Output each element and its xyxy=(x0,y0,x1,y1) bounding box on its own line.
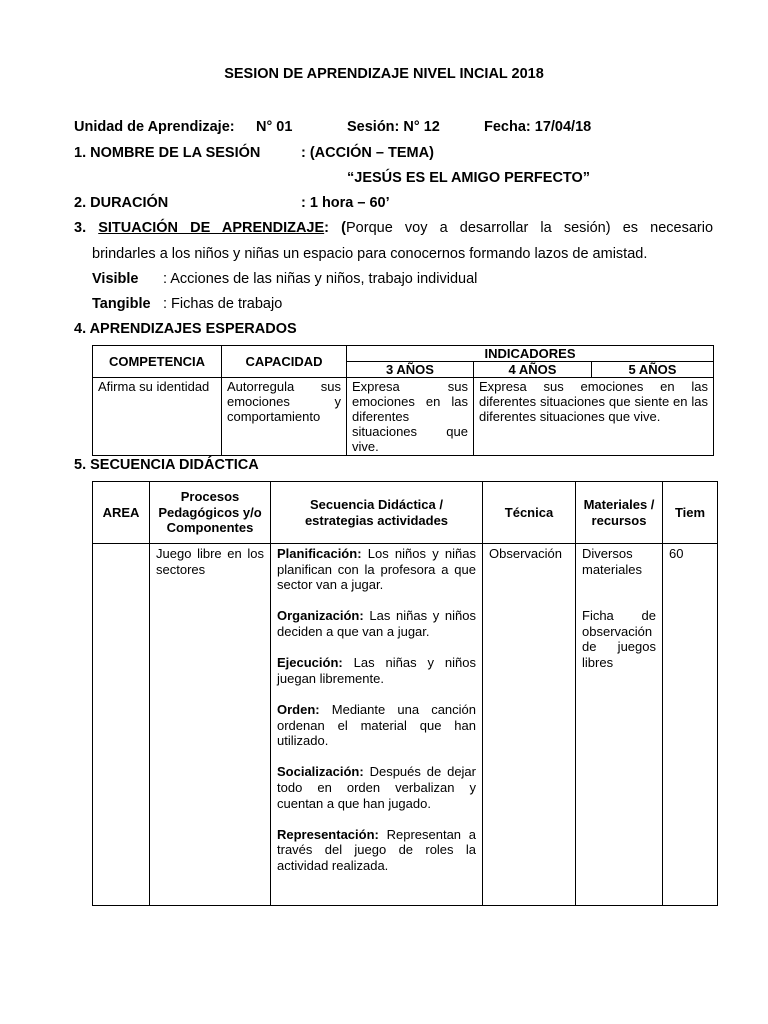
header-3-anos: 3 AÑOS xyxy=(347,362,474,378)
fecha: Fecha: 17/04/18 xyxy=(484,119,592,135)
table-row xyxy=(93,544,718,906)
unidad-value: N° 01 xyxy=(256,119,293,135)
section-2-label: 2. DURACIÓN xyxy=(74,195,169,211)
visible-label: Visible xyxy=(92,271,139,287)
section-5-label: 5. SECUENCIA DIDÁCTICA xyxy=(74,457,259,473)
cell-3-anos: Expresa sus emociones en las diferentes situaciones que vive. xyxy=(347,378,474,456)
cell-secuencia xyxy=(271,544,483,906)
unidad-label: Unidad de Aprendizaje: xyxy=(74,119,235,135)
section-3-number: 3. xyxy=(74,220,87,236)
tangible-label: Tangible xyxy=(92,296,151,312)
step-text: Las niñas y niños deciden a que van a jugar. xyxy=(277,608,476,639)
cell-tiempo: 60 xyxy=(663,544,718,906)
section-1-label: 1. NOMBRE DE LA SESIÓN xyxy=(74,145,261,161)
header-procesos: Procesos Pedagógicos y/o Componentes xyxy=(150,482,271,544)
step-label: Socialización: xyxy=(277,764,364,780)
header-capacidad: CAPACIDAD xyxy=(222,346,347,378)
step-label: Planificación: xyxy=(277,546,362,561)
section-3-label: SITUACIÓN DE APRENDIZAJE xyxy=(98,220,325,236)
table-header-row xyxy=(93,346,714,362)
step-orden xyxy=(277,702,476,749)
step-text: Los niños y niñas planifican con la profesora a que sector van a jugar. xyxy=(277,546,476,593)
cell-capacidad: Autorregula sus emociones y comportamiento xyxy=(222,378,347,456)
step-representacion xyxy=(277,827,476,874)
section-3-line-2: brindarles a los niños y niñas un espacio para conocernos formando lazos de amistad. xyxy=(92,246,648,262)
cell-area xyxy=(93,544,150,906)
sesion-number: Sesión: N° 12 xyxy=(347,119,440,135)
table-row xyxy=(93,378,714,456)
section-3-paren: ( xyxy=(341,220,346,236)
cell-competencia: Afirma su identidad xyxy=(93,378,222,456)
session-name-quote: “JESÚS ES EL AMIGO PERFECTO” xyxy=(347,170,591,186)
step-label: Organización: xyxy=(277,608,364,624)
header-tiempo: Tiem xyxy=(663,482,718,544)
header-4-anos: 4 AÑOS xyxy=(474,362,592,378)
header-5-anos: 5 AÑOS xyxy=(592,362,714,378)
step-text: Las niñas y niños juegan libremente. xyxy=(277,655,476,686)
step-text: Mediante una canción ordenan el material que han utilizado. xyxy=(277,701,476,749)
header-area: AREA xyxy=(93,482,150,544)
header-competencia: COMPETENCIA xyxy=(93,346,222,378)
section-3-line-1 xyxy=(74,220,713,236)
cell-4-5-anos: Expresa sus emociones en las diferentes situaciones que siente en las diferentes situaciones que vive. xyxy=(474,378,714,456)
secuencia-table xyxy=(92,481,718,906)
step-organizacion xyxy=(277,608,476,639)
step-label: Ejecución: xyxy=(277,655,343,671)
materiales-1: Diversos materiales xyxy=(582,546,642,577)
section-2-value: : 1 hora – 60’ xyxy=(301,195,390,211)
cell-procesos: Juego libre en los sectores xyxy=(150,544,271,906)
materiales-2: Ficha de observación de juegos libres xyxy=(582,608,656,670)
section-3-colon: : xyxy=(324,220,330,236)
tangible-value: : Fichas de trabajo xyxy=(163,296,283,312)
step-socializacion xyxy=(277,764,476,811)
step-label: Orden: xyxy=(277,701,320,717)
visible-value: : Acciones de las niñas y niños, trabajo individual xyxy=(163,271,478,287)
section-4-label: 4. APRENDIZAJES ESPERADOS xyxy=(74,321,297,337)
document-title: SESION DE APRENDIZAJE NIVEL INCIAL 2018 xyxy=(224,66,544,82)
step-label: Representación: xyxy=(277,826,379,842)
section-1-value: : (ACCIÓN – TEMA) xyxy=(301,145,434,161)
cell-tecnica: Observación xyxy=(483,544,576,906)
step-ejecucion xyxy=(277,655,476,686)
header-indicadores: INDICADORES xyxy=(347,346,714,362)
header-materiales: Materiales / recursos xyxy=(576,482,663,544)
header-tecnica: Técnica xyxy=(483,482,576,544)
table-header-row xyxy=(93,482,718,544)
section-3-text-1: Porque voy a desarrollar la sesión) es necesario xyxy=(346,220,714,236)
step-planificacion xyxy=(277,546,476,593)
aprendizajes-table xyxy=(92,345,714,456)
step-text: Después de dejar todo en orden verbalizan y cuentan a que han jugado. xyxy=(277,764,476,811)
cell-materiales xyxy=(576,544,663,906)
step-text: Representan a través del juego de roles la actividad realizada. xyxy=(277,826,476,873)
header-secuencia: Secuencia Didáctica / estrategias actividades xyxy=(271,482,483,544)
